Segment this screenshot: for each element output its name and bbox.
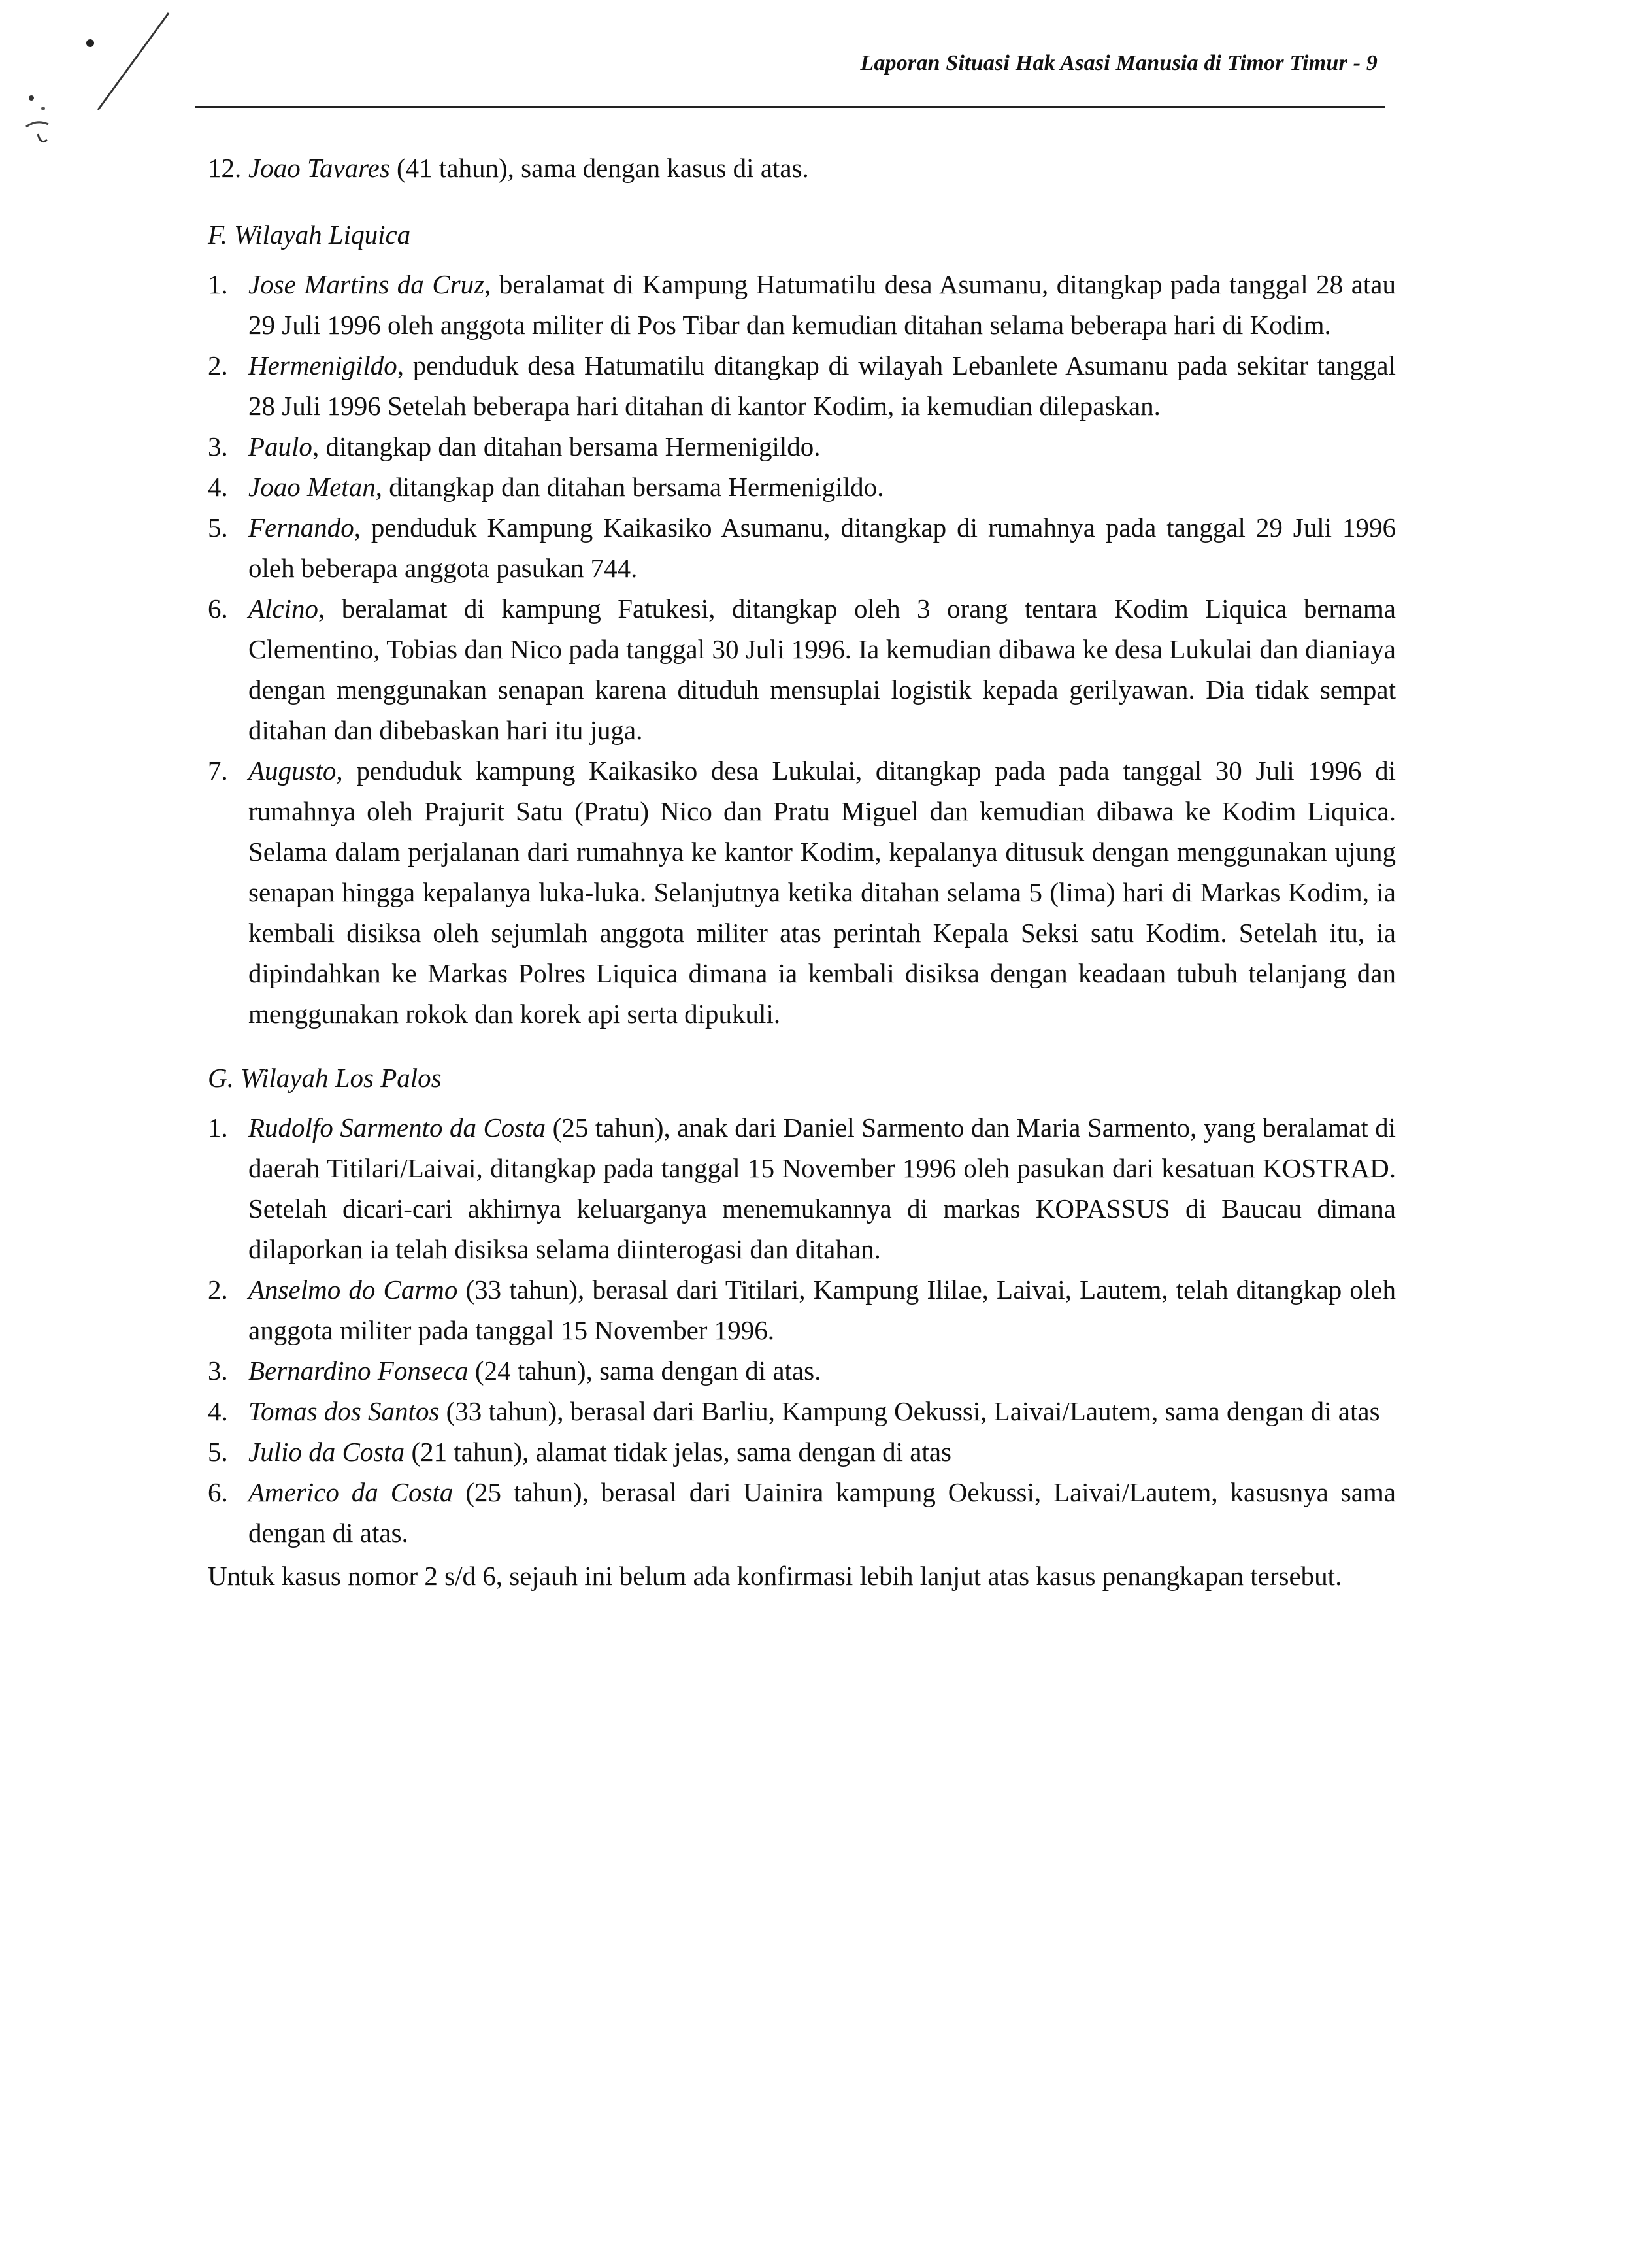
item-description: , penduduk Kampung Kaikasiko Asumanu, ditangkap di rumahnya pada tanggal 29 Juli 1996 oleh beberapa anggota pasukan 744. xyxy=(248,512,1396,583)
list-item xyxy=(208,1350,1396,1391)
item-number: 2. xyxy=(208,350,228,380)
item-number: 1. xyxy=(208,1112,228,1143)
item-text xyxy=(248,467,1396,507)
item-text xyxy=(248,1269,1396,1350)
person-name: Rudolfo Sarmento da Costa xyxy=(248,1112,546,1143)
person-name: Julio da Costa xyxy=(248,1437,405,1467)
list-item xyxy=(208,1472,1396,1553)
item-description: , ditangkap dan ditahan bersama Hermenigildo. xyxy=(312,431,821,461)
person-name: Tomas dos Santos xyxy=(248,1396,440,1426)
section-heading-liquica: F. Wilayah Liquica xyxy=(208,220,411,250)
person-name: Alcino xyxy=(248,593,319,624)
item-text xyxy=(248,345,1396,426)
person-name: Bernardino Fonseca xyxy=(248,1356,469,1386)
list-item xyxy=(208,1431,1396,1472)
section-list-los-palos xyxy=(208,1107,1396,1553)
person-name: Americo da Costa xyxy=(248,1477,454,1507)
item-number: 7. xyxy=(208,756,228,786)
item-description: (25 tahun), berasal dari Uainira kampung Oekussi, Laivai/Lautem, kasusnya sama dengan di atas. xyxy=(248,1477,1396,1548)
person-name: Jose Martins da Cruz xyxy=(248,269,485,299)
item-number: 1. xyxy=(208,269,228,299)
item-description: , penduduk kampung Kaikasiko desa Lukulai, ditangkap pada pada tanggal 30 Juli 1996 di rumahnya oleh Prajurit Satu (Pratu) Nico dan Pratu Miguel dan kemudian dibawa ke Kodim Liquica. Selama dalam perjalanan dari rumahnya ke kantor Kodim, kepalanya ditusuk dengan menggunakan ujung senapan hingga kepalanya luka-luka. Selanjutnya ketika ditahan selama 5 (lima) hari di Markas Kodim, ia kembali disiksa oleh sejumlah anggota militer atas perintah Kepala Seksi satu Kodim. Setelah itu, ia dipindahkan ke Markas Polres Liquica dimana ia kembali disiksa dengan keadaan tubuh telanjang dan menggunakan rokok dan korek api serta dipukuli. xyxy=(248,756,1396,1029)
person-name: Anselmo do Carmo xyxy=(248,1275,458,1305)
person-name: Joao Metan xyxy=(248,472,376,502)
item-text xyxy=(248,1350,1396,1391)
list-item xyxy=(208,467,1396,507)
person-name: Hermenigildo xyxy=(248,350,397,380)
item-text xyxy=(248,750,1396,1034)
item-description: (41 tahun), sama dengan kasus di atas. xyxy=(389,153,809,183)
item-description: (24 tahun), sama dengan di atas. xyxy=(468,1356,821,1386)
list-item xyxy=(208,1269,1396,1350)
running-header: Laporan Situasi Hak Asasi Manusia di Timor Timur - 9 xyxy=(860,51,1378,75)
closing-paragraph: Untuk kasus nomor 2 s/d 6, sejauh ini belum ada konfirmasi lebih lanjut atas kasus penangkapan tersebut. xyxy=(208,1561,1342,1591)
list-item xyxy=(208,1391,1396,1431)
item-text xyxy=(248,264,1396,345)
item-number: 5. xyxy=(208,1437,228,1467)
list-item xyxy=(208,1107,1396,1269)
item-description: , penduduk desa Hatumatilu ditangkap di wilayah Lebanlete Asumanu pada sekitar tanggal 28 Juli 1996 Setelah beberapa hari ditahan di kantor Kodim, ia kemudian dilepaskan. xyxy=(248,350,1396,421)
person-name: Joao Tavares xyxy=(248,153,390,183)
list-item xyxy=(208,345,1396,426)
person-name: Paulo xyxy=(248,431,312,461)
item-number: 3. xyxy=(208,1356,228,1386)
item-number: 5. xyxy=(208,512,228,543)
section-list-liquica xyxy=(208,264,1396,1034)
item-description: (33 tahun), berasal dari Titilari, Kampung Ililae, Laivai, Lautem, telah ditangkap oleh anggota militer pada tanggal 15 November 1996. xyxy=(248,1275,1396,1345)
item-text xyxy=(248,1107,1396,1269)
list-item xyxy=(208,148,1396,188)
list-item xyxy=(208,426,1396,467)
item-description: , beralamat di kampung Fatukesi, ditangkap oleh 3 orang tentara Kodim Liquica bernama Clementino, Tobias dan Nico pada tanggal 30 Juli 1996. Ia kemudian dibawa ke desa Lukulai dan dianiaya dengan menggunakan senapan karena dituduh mensuplai logistik kepada gerilyawan. Dia tidak sempat ditahan dan dibebaskan hari itu juga. xyxy=(248,593,1396,745)
document-body xyxy=(208,148,1396,1596)
item-description: , beralamat di Kampung Hatumatilu desa Asumanu, ditangkap pada tanggal 28 atau 29 Juli 1996 oleh anggota militer di Pos Tibar dan kemudian ditahan selama beberapa hari di Kodim. xyxy=(248,269,1396,340)
scan-artifact-marks xyxy=(0,0,209,170)
item-description: (21 tahun), alamat tidak jelas, sama dengan di atas xyxy=(405,1437,951,1467)
item-text xyxy=(248,1431,1396,1472)
list-item xyxy=(208,507,1396,588)
item-number: 2. xyxy=(208,1275,228,1305)
list-item xyxy=(208,750,1396,1034)
item-text xyxy=(248,1391,1396,1431)
item-text xyxy=(248,507,1396,588)
item-description: (25 tahun), anak dari Daniel Sarmento dan Maria Sarmento, yang beralamat di daerah Titilari/Laivai, ditangkap pada tanggal 15 November 1996 oleh pasukan dari kesatuan KOSTRAD. Setelah dicari-cari akhirnya keluarganya menemukannya di markas KOPASSUS di Baucau dimana dilaporkan ia telah disiksa selama diinterogasi dan ditahan. xyxy=(248,1112,1396,1264)
person-name: Fernando xyxy=(248,512,354,543)
item-description: , ditangkap dan ditahan bersama Hermenigildo. xyxy=(375,472,884,502)
section-heading-los-palos: G. Wilayah Los Palos xyxy=(208,1063,442,1093)
item-number: 4. xyxy=(208,472,228,502)
item-number: 6. xyxy=(208,593,228,624)
item-text xyxy=(248,588,1396,750)
item-text xyxy=(248,148,1396,188)
item-text xyxy=(248,426,1396,467)
item-number: 4. xyxy=(208,1396,228,1426)
list-item xyxy=(208,588,1396,750)
item-description: (33 tahun), berasal dari Barliu, Kampung Oekussi, Laivai/Lautem, sama dengan di atas xyxy=(439,1396,1380,1426)
list-item xyxy=(208,264,1396,345)
item-number: 3. xyxy=(208,431,228,461)
header-divider xyxy=(195,106,1385,108)
item-number: 12. xyxy=(208,153,242,183)
item-text xyxy=(248,1472,1396,1553)
item-number: 6. xyxy=(208,1477,228,1507)
person-name: Augusto xyxy=(248,756,337,786)
